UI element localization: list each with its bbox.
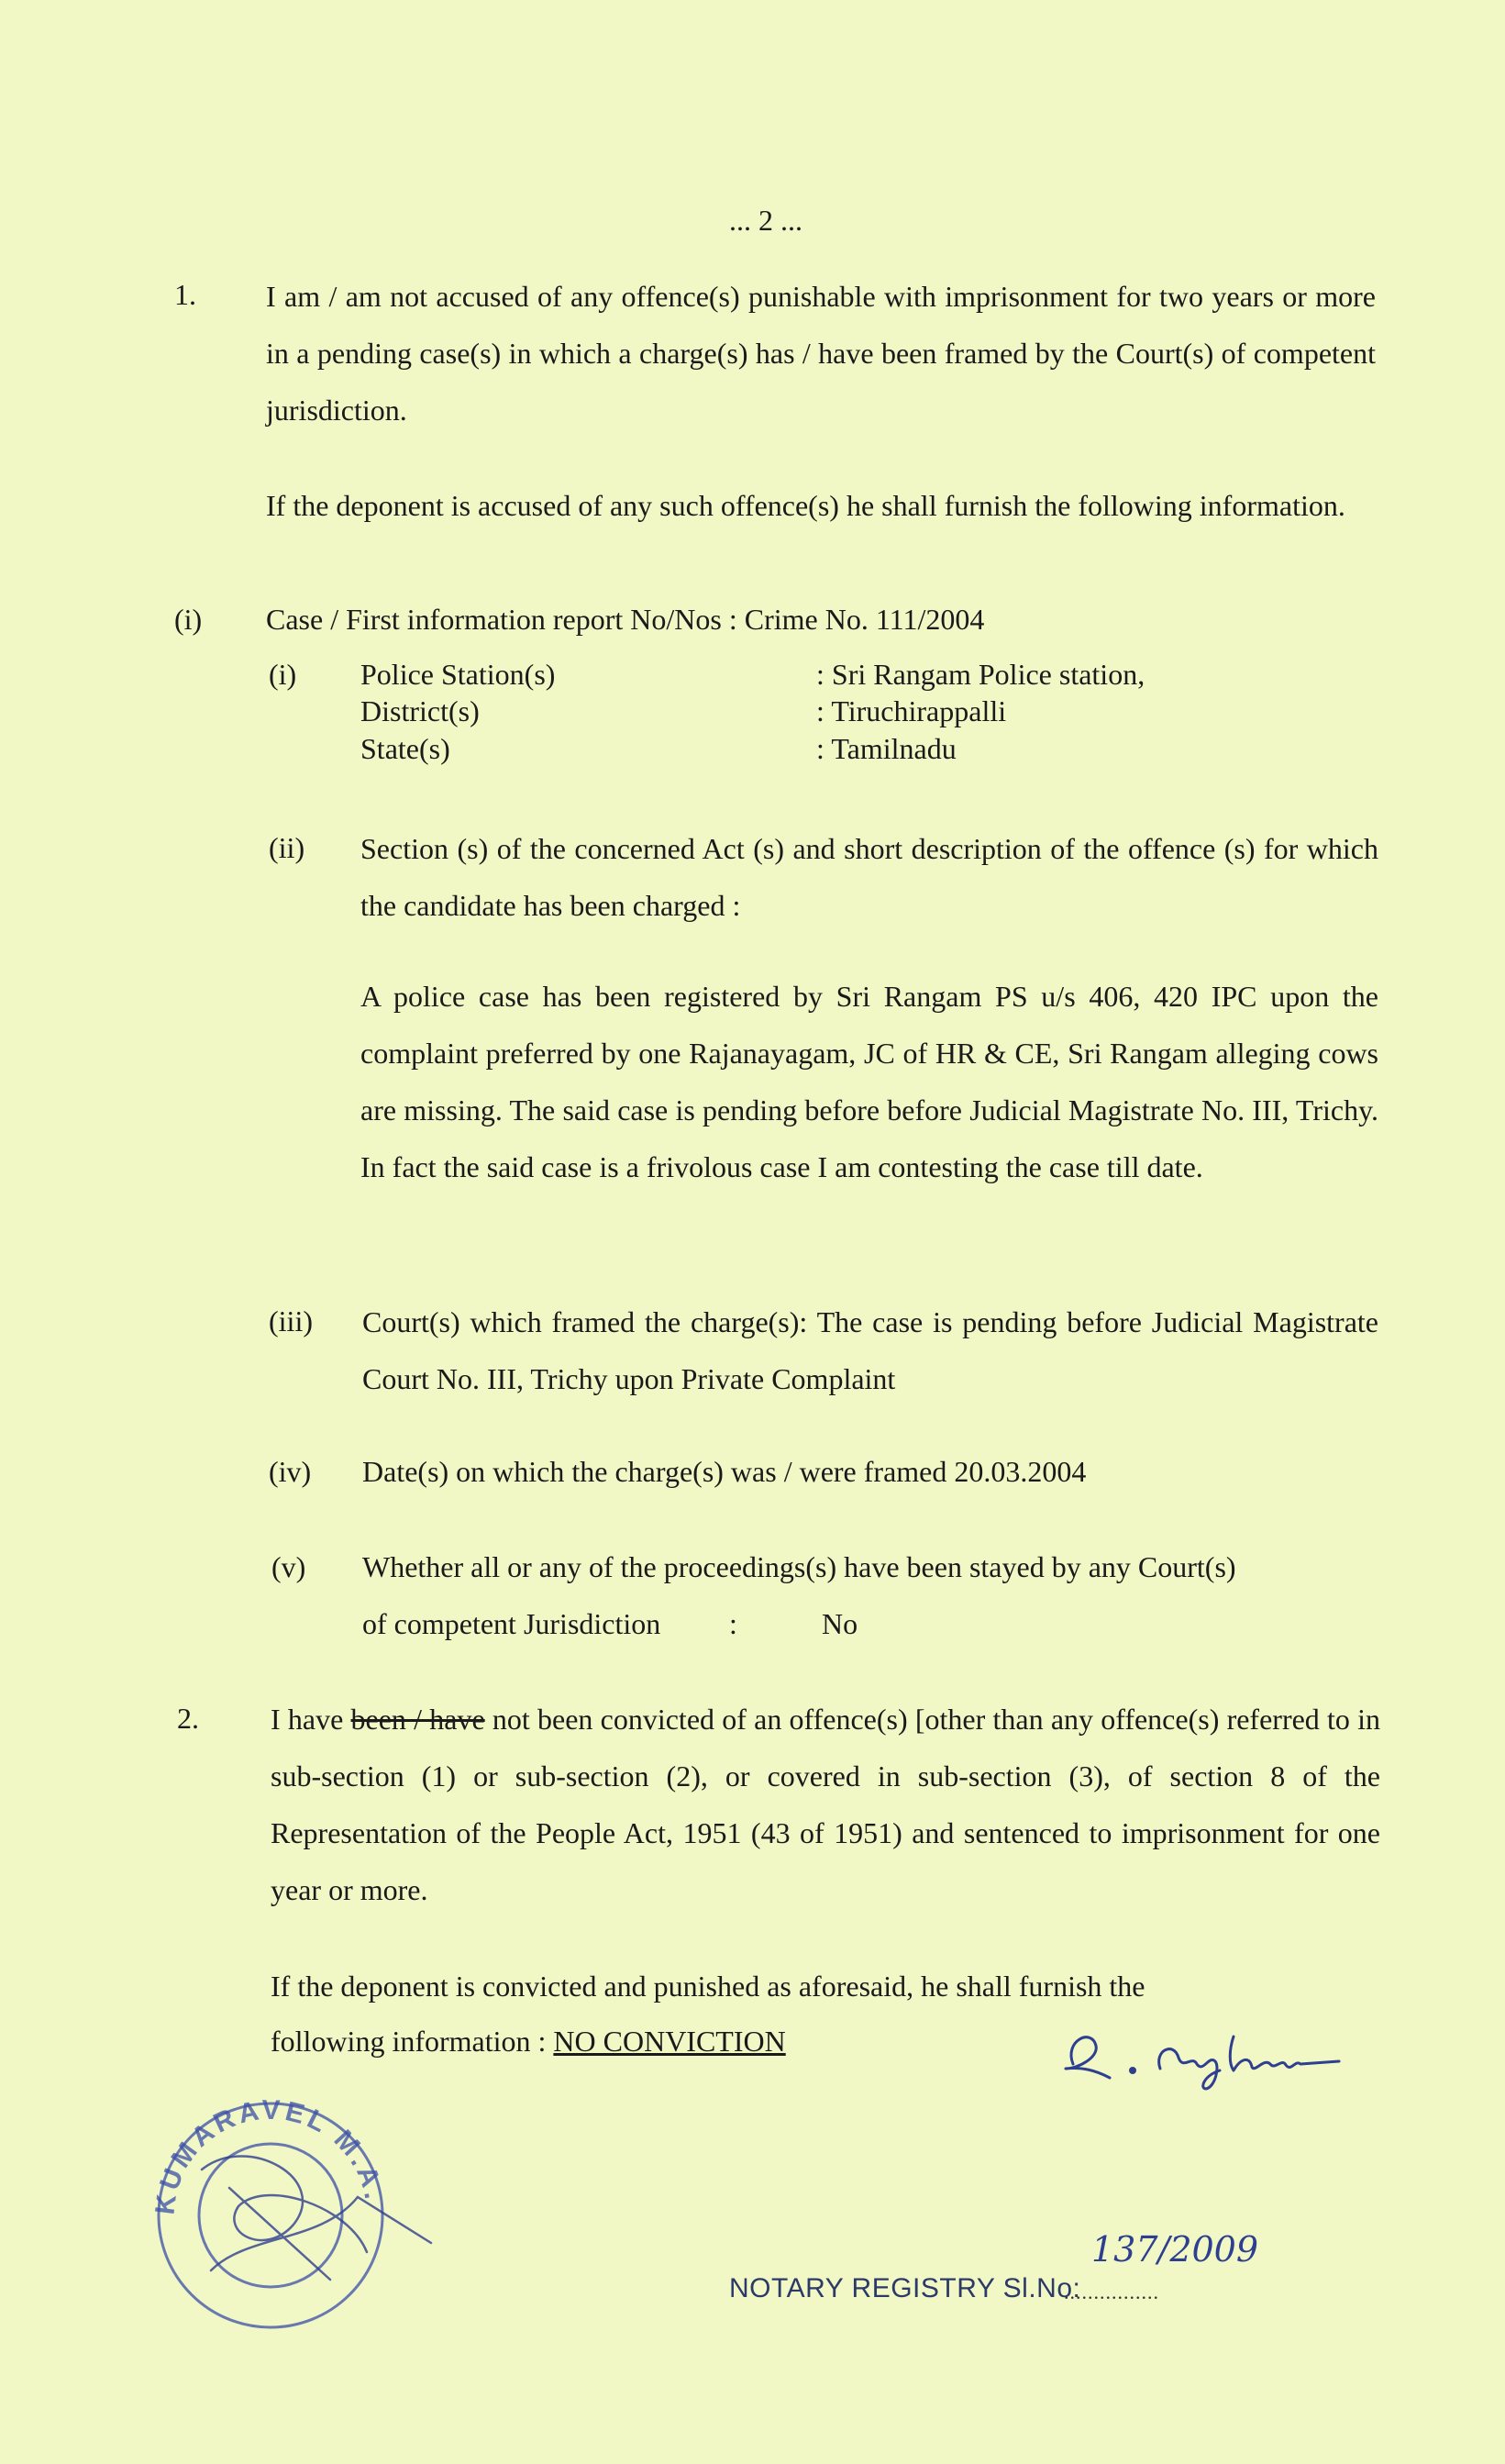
sub-ii-text: Section (s) of the concerned Act (s) and short description of the offence (s) for which the candidate has been charged : — [360, 832, 1378, 922]
signature-drawing — [1046, 2014, 1348, 2096]
state-value: : Tamilnadu — [816, 732, 957, 765]
sub-iv-marker: (iv) — [269, 1455, 312, 1488]
sub-v-text-line2: of competent Jurisdiction — [362, 1607, 661, 1640]
item-2-struck-text: been / have — [350, 1703, 485, 1736]
item-2-instruction-prefix: following information : — [271, 2025, 554, 2058]
case-marker: (i) — [174, 603, 203, 636]
sub-ii-marker: (ii) — [269, 831, 305, 864]
notary-registry-number: 137/2009 — [1091, 2229, 1259, 2270]
sub-v-text-line1: Whether all or any of the proceedings(s) have been stayed by any Court(s) — [362, 1550, 1236, 1583]
police-station-value: : Sri Rangam Police station, — [816, 658, 1145, 691]
item-2-number: 2. — [177, 1702, 199, 1735]
stamp-outer-text: KUMARAVEL M.A. — [149, 2096, 390, 2216]
sub-i-marker: (i) — [269, 658, 297, 691]
notary-registry-label: NOTARY REGISTRY Sl.No: — [729, 2273, 1081, 2303]
district-value: : Tiruchirappalli — [816, 694, 1007, 727]
item-2-text-start: I have — [271, 1703, 351, 1736]
item-2-instruction-line2 — [271, 2025, 786, 2059]
sub-v-colon: : — [729, 1607, 737, 1640]
stamp-drawing — [138, 2096, 440, 2335]
item-2-instruction-line1: If the deponent is convicted and punished as aforesaid, he shall furnish the — [271, 1970, 1145, 2003]
sub-iv-text: Date(s) on which the charge(s) was / were framed 20.03.2004 — [362, 1455, 1087, 1488]
item-1-number: 1. — [174, 278, 196, 311]
sub-iii-text: Court(s) which framed the charge(s): The case is pending before Judicial Magistrate Court No. III, Trichy upon Private Complaint — [362, 1305, 1378, 1395]
state-label: State(s) — [360, 732, 450, 765]
sub-ii-description: A police case has been registered by Sri Rangam PS u/s 406, 420 IPC upon the complaint preferred by one Rajanayagam, JC of HR & CE, Sri Rangam alleging cows are missing. The said case is pending before before Judicial Magistrate No. III, Trichy. In fact the said case is a frivolous case I am contesting the case till date. — [360, 980, 1378, 1183]
no-conviction-answer: NO CONVICTION — [553, 2025, 786, 2058]
svg-text:KUMARAVEL M.A. NOTARY TRICHY — [138, 2096, 391, 2216]
item-1-instruction: If the deponent is accused of any such offence(s) he shall furnish the following information. — [266, 489, 1345, 522]
sub-v-answer: No — [822, 1607, 858, 1640]
notary-registry-dots: ................ — [1064, 2281, 1159, 2303]
district-label: District(s) — [360, 694, 480, 727]
item-1-text: I am / am not accused of any offence(s) punishable with imprisonment for two years or more in a pending case(s) in which a charge(s) has / have been framed by the Court(s) of competent jurisdiction. — [266, 280, 1376, 427]
notary-stamp — [138, 2096, 440, 2335]
police-station-label: Police Station(s) — [360, 658, 556, 691]
signature — [1046, 2014, 1348, 2096]
page-number-marker: ... 2 ... — [729, 204, 802, 237]
case-label: Case / First information report No/Nos : Crime No. 111/2004 — [266, 603, 985, 636]
item-2-text — [271, 1691, 1380, 1918]
item-2-text-rest: not been convicted of an offence(s) [other than any offence(s) referred to in sub-section (1) or sub-section (2), or covered in sub-section (3), of section 8 of the Representation of the People Act, 1951 (43 of 1951) and sentenced to imprisonment for one year or more. — [271, 1703, 1381, 1906]
sub-iii-marker: (iii) — [269, 1304, 313, 1337]
sub-v-marker: (v) — [271, 1550, 306, 1583]
